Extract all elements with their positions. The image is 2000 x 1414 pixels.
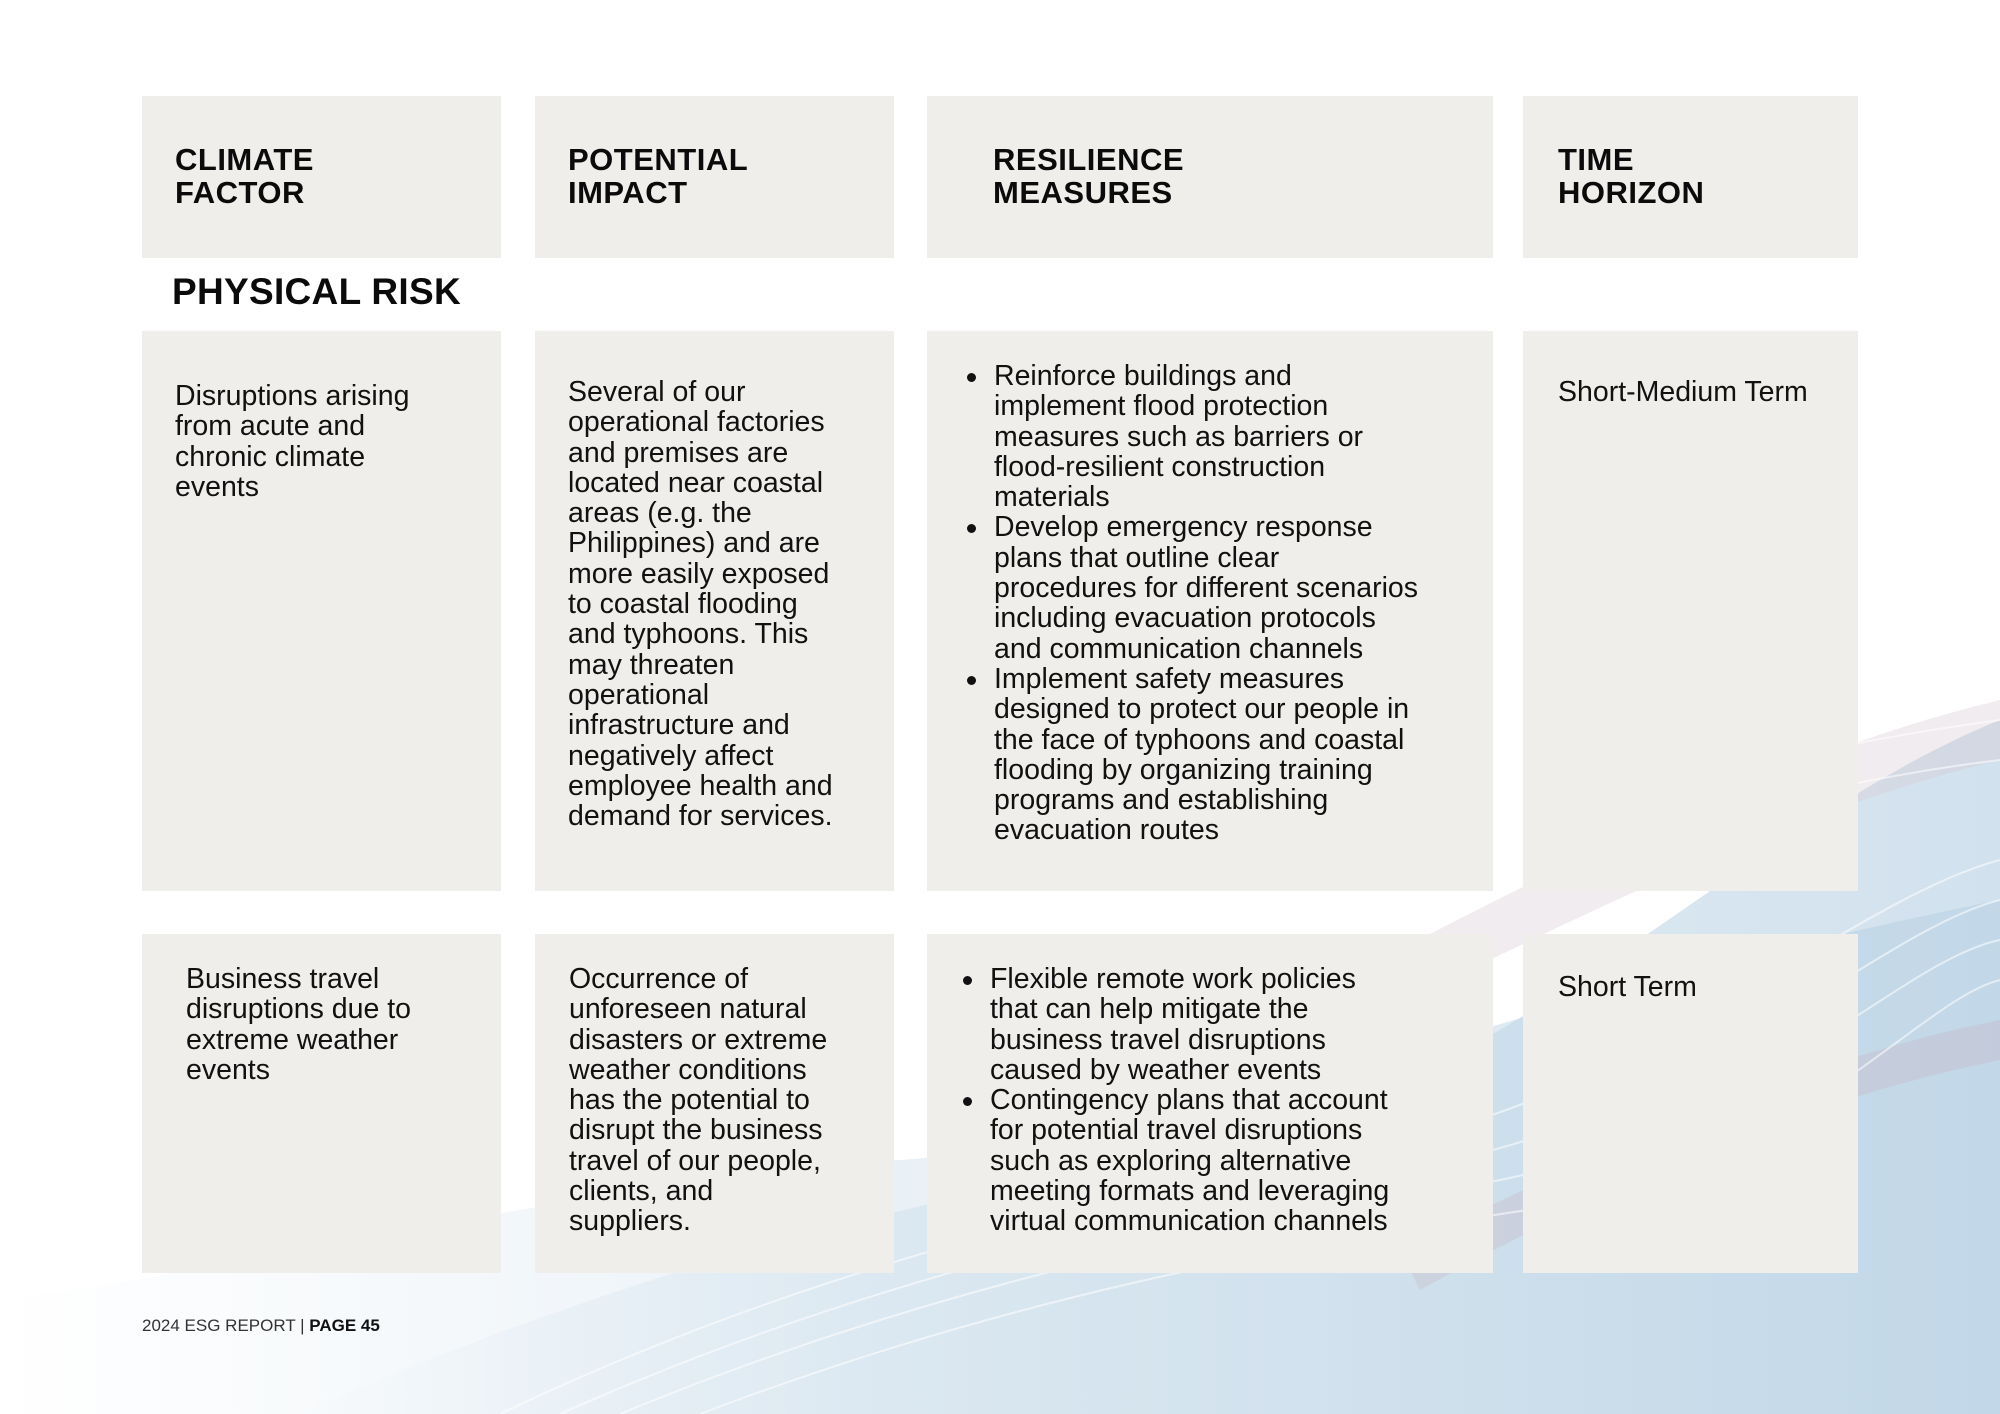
list-item: Implement safety measures designed to protect our people in the face of typhoons and coastal flooding by organizing training programs and establishing evacuation routes <box>994 664 1418 846</box>
header-time-horizon: TIME HORIZON <box>1558 142 1705 210</box>
row1-potential-impact-cell <box>535 331 894 891</box>
row1-climate-factor-cell <box>142 331 501 891</box>
row1-potential-impact-text: Several of our operational factories and premises are located near coastal areas (e.g. the Philippines) and are more easily exposed to coastal flooding and typhoons. This may threaten operational infrastructure and negatively affect employee health and demand for services. <box>568 376 833 833</box>
row2-time-horizon-text: Short Term <box>1558 971 1697 1003</box>
header-cell-climate-factor <box>142 96 501 258</box>
row1-resilience-measures-cell <box>927 331 1493 891</box>
row2-resilience-measures-list <box>990 964 1389 1237</box>
header-resilience-measures: RESILIENCE MEASURES <box>993 142 1185 210</box>
list-item: Contingency plans that account for potential travel disruptions such as exploring alternative meeting formats and leveraging virtual communication channels <box>990 1084 1390 1238</box>
header-cell-time-horizon <box>1523 96 1858 258</box>
row2-climate-factor-text: Business travel disruptions due to extreme weather events <box>186 963 411 1086</box>
list-item: Flexible remote work policies that can help mitigate the business travel disruptions caused by weather events <box>990 964 1389 1085</box>
page-footer <box>142 1316 380 1336</box>
header-potential-impact: POTENTIAL IMPACT <box>568 142 749 210</box>
list-item: Reinforce buildings and implement flood protection measures such as barriers or flood-resilient construction materials <box>994 361 1418 512</box>
footer-report-label: 2024 ESG REPORT | <box>142 1316 310 1335</box>
header-cell-potential-impact <box>535 96 894 258</box>
section-title-physical-risk: PHYSICAL RISK <box>172 271 461 312</box>
row2-climate-factor-cell <box>142 934 501 1273</box>
footer-page-number: PAGE 45 <box>309 1316 380 1335</box>
row2-time-horizon-cell <box>1523 934 1858 1273</box>
row1-time-horizon-cell <box>1523 331 1858 891</box>
row2-resilience-measures-cell <box>927 934 1493 1273</box>
row2-potential-impact-text: Occurrence of unforeseen natural disasters or extreme weather conditions has the potential to disrupt the business travel of our people, clients, and suppliers. <box>569 963 828 1238</box>
list-item: Develop emergency response plans that outline clear procedures for different scenarios including evacuation protocols and communication channels <box>994 511 1419 665</box>
header-climate-factor: CLIMATE FACTOR <box>175 142 314 210</box>
row1-resilience-measures-list <box>994 361 1418 846</box>
row2-potential-impact-cell <box>535 934 894 1273</box>
header-cell-resilience-measures <box>927 96 1493 258</box>
row1-time-horizon-text: Short-Medium Term <box>1558 376 1808 408</box>
row1-climate-factor-text: Disruptions arising from acute and chronic climate events <box>175 380 410 503</box>
